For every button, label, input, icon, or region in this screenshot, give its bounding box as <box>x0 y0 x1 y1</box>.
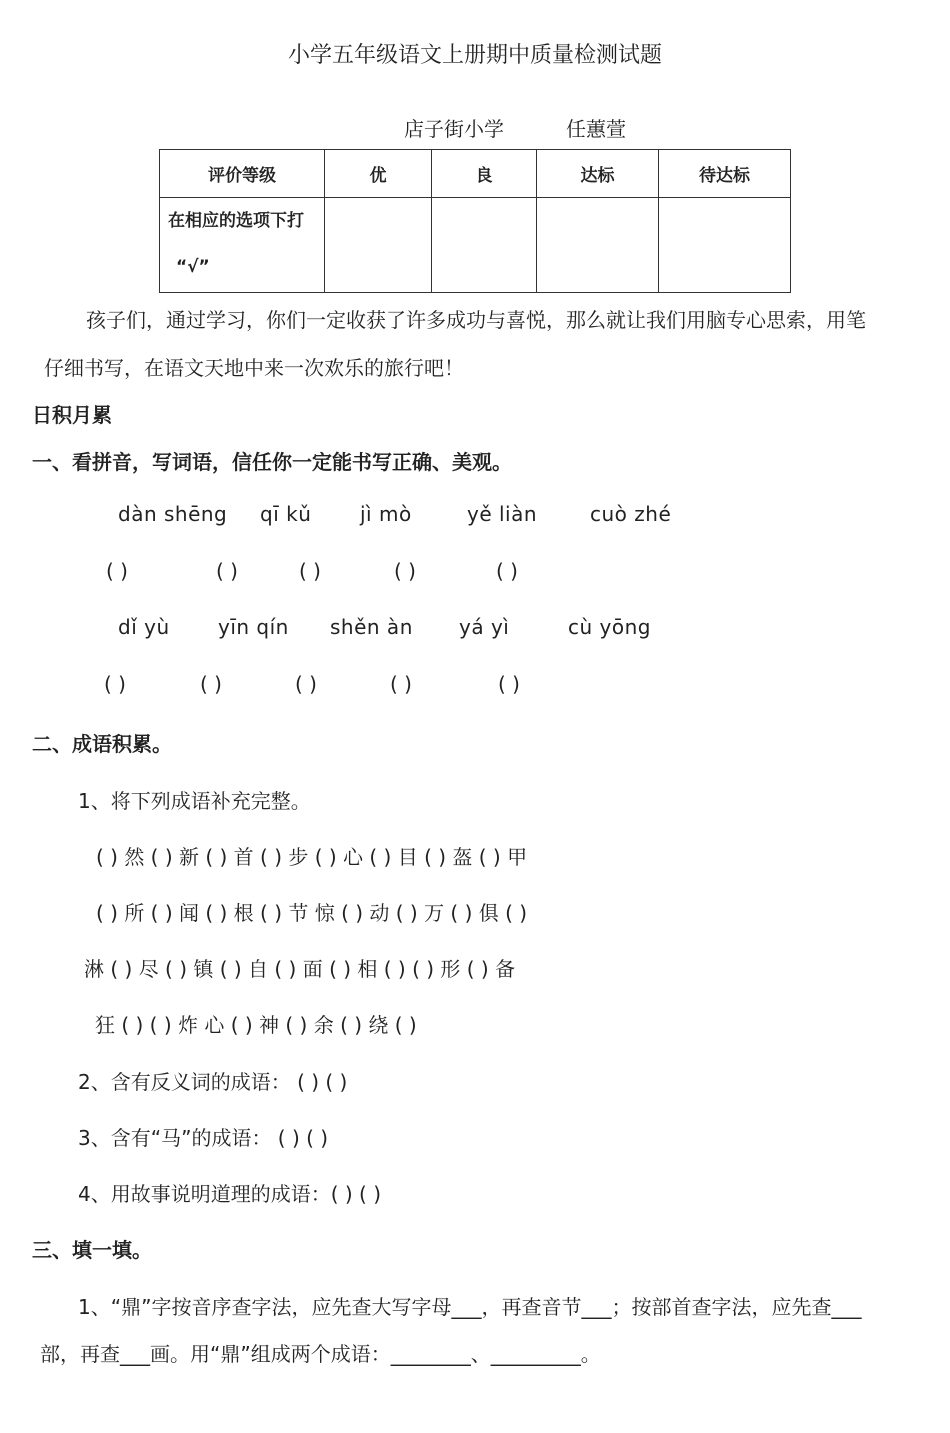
section-heading: 日积月累 <box>32 403 112 427</box>
grade-mark-needs-work[interactable] <box>659 198 791 293</box>
q1-pinyin-2-4: yá yì <box>459 615 510 639</box>
q1-blank-2-5[interactable]: ( ) <box>498 672 520 696</box>
q1-blank-1-3[interactable]: ( ) <box>299 559 321 583</box>
grade-header-excellent: 优 <box>325 150 432 198</box>
idiom-row-2[interactable]: ( ) 所 ( ) 闻 ( ) 根 ( ) 节 惊 ( ) 动 ( ) 万 ( ) 俱 ( ) <box>96 901 528 925</box>
school-name: 店子街小学 <box>404 117 504 141</box>
q1-pinyin-1-5: cuò zhé <box>590 502 672 526</box>
idiom-row-3[interactable]: 淋 ( ) 尽 ( ) 镇 ( ) 自 ( ) 面 ( ) 相 ( ) ( ) 形 ( ) 备 <box>84 957 516 981</box>
q1-pinyin-2-5: cù yōng <box>568 615 651 639</box>
q1-heading: 一、看拼音，写词语，信任你一定能书写正确、美观。 <box>32 450 512 474</box>
q2-sub1: 1、将下列成语补充完整。 <box>78 789 311 813</box>
grade-header-pass: 达标 <box>537 150 659 198</box>
q1-pinyin-2-1: dǐ yù <box>118 615 170 639</box>
grade-mark-excellent[interactable] <box>325 198 432 293</box>
q1-blank-1-5[interactable]: ( ) <box>496 559 518 583</box>
grade-instruction-cell <box>160 198 325 293</box>
q1-blank-1-2[interactable]: ( ) <box>216 559 238 583</box>
q1-blank-2-3[interactable]: ( ) <box>295 672 317 696</box>
grade-header-label: 评价等级 <box>160 150 325 198</box>
q1-pinyin-2-2: yīn qín <box>218 615 289 639</box>
q1-pinyin-2-3: shěn àn <box>330 615 413 639</box>
intro-line-1: 孩子们，通过学习，你们一定收获了许多成功与喜悦，那么就让我们用脑专心思索，用笔 <box>86 308 866 332</box>
grade-table <box>159 149 791 293</box>
q1-blank-2-1[interactable]: ( ) <box>104 672 126 696</box>
q1-blank-1-1[interactable]: ( ) <box>106 559 128 583</box>
q1-pinyin-1-4: yě liàn <box>467 502 538 526</box>
q2-sub3[interactable]: 3、含有“马”的成语： ( ) ( ) <box>78 1126 329 1150</box>
grade-mark-good[interactable] <box>432 198 537 293</box>
idiom-row-4[interactable]: 狂 ( ) ( ) 炸 心 ( ) 神 ( ) 余 ( ) 绕 ( ) <box>95 1013 417 1037</box>
q2-heading: 二、成语积累。 <box>32 732 172 756</box>
q1-pinyin-1-1: dàn shēng <box>118 502 228 526</box>
q1-pinyin-1-3: jì mò <box>360 502 412 526</box>
grade-mark-row <box>160 198 791 293</box>
intro-line-2: 仔细书写，在语文天地中来一次欢乐的旅行吧！ <box>44 356 464 380</box>
grade-instruction-line2: “√” <box>176 257 210 277</box>
q1-pinyin-1-2: qī kǔ <box>260 502 312 526</box>
q1-blank-2-2[interactable]: ( ) <box>200 672 222 696</box>
q2-sub4[interactable]: 4、用故事说明道理的成语：( ) ( ) <box>78 1182 382 1206</box>
grade-header-needs-work: 待达标 <box>659 150 791 198</box>
q3-line-1[interactable]: 1、“鼎”字按音序查字法，应先查大写字母___，再查音节___；按部首查字法，应先查___ <box>78 1295 862 1319</box>
q3-line-2[interactable]: 部，再查___画。用“鼎”组成两个成语：________、_________。 <box>40 1342 601 1366</box>
q1-blank-2-4[interactable]: ( ) <box>390 672 412 696</box>
q1-blank-1-4[interactable]: ( ) <box>394 559 416 583</box>
q3-heading: 三、填一填。 <box>32 1238 152 1262</box>
grade-header-good: 良 <box>432 150 537 198</box>
q2-sub2[interactable]: 2、含有反义词的成语： ( ) ( ) <box>78 1070 348 1094</box>
grade-header-row <box>160 150 791 198</box>
page-title: 小学五年级语文上册期中质量检测试题 <box>287 43 662 68</box>
grade-mark-pass[interactable] <box>537 198 659 293</box>
author-name: 任蕙萱 <box>566 117 626 141</box>
idiom-row-1[interactable]: ( ) 然 ( ) 新 ( ) 首 ( ) 步 ( ) 心 ( ) 目 ( ) 盔 ( ) 甲 <box>96 845 528 869</box>
grade-instruction-line1: 在相应的选项下打 <box>168 211 304 231</box>
